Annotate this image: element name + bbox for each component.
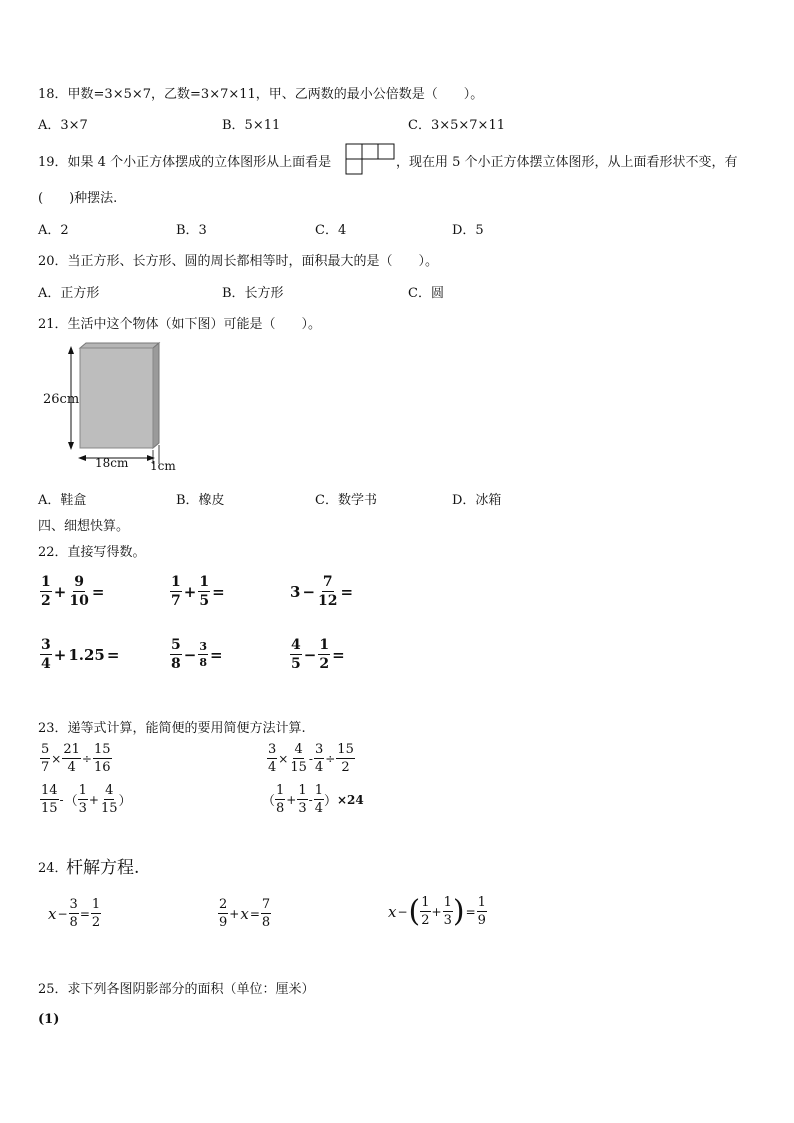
- q22-item-4: $\frac{3}{4}$ + 1.25 =: [41, 637, 120, 672]
- q19-option-d: D．5: [452, 223, 484, 238]
- q18-option-c: C．3×5×7×11: [408, 118, 505, 133]
- q22-item-3: 3 − $\frac{7}{12}$ =: [290, 574, 354, 609]
- q18-stem: 18．甲数=3×5×7，乙数=3×7×11，甲、乙两数的最小公倍数是（ ）。: [38, 87, 484, 102]
- section-4-title: 四、细想快算。: [38, 519, 130, 534]
- q19-stem-a: 19．如果 4 个小正方体摆成的立体图形从上面看是: [38, 155, 332, 170]
- q19-option-b: B．3: [176, 223, 207, 238]
- q21-option-a: A．鞋盒: [38, 493, 87, 508]
- q19-option-c: C．4: [315, 223, 347, 238]
- depth-label: 1cm: [150, 459, 176, 473]
- q24-equation-3: x − ( $\frac{1}{2}$ + $\frac{1}{3}$ ) = $\frac{1}{9}$: [388, 893, 486, 929]
- top-view-squares-figure: [345, 143, 395, 175]
- q25-sub-1: (1): [38, 1012, 60, 1027]
- q22-stem: 22．直接写得数。: [38, 545, 146, 560]
- q24-title: 杆解方程.: [66, 858, 140, 878]
- q23-stem: 23．递等式计算，能简便的要用简便方法计算.: [38, 721, 306, 736]
- q20-option-c: C．圆: [408, 286, 444, 301]
- q21-option-d: D．冰箱: [452, 493, 502, 508]
- width-label: 18cm: [95, 456, 129, 470]
- q20-option-a: A．正方形: [38, 286, 100, 301]
- q23-expression-2: $\frac{3}{4}$ × $\frac{4}{15}$ - $\frac{3}{4}$ ÷ $\frac{15}{2}$: [268, 742, 354, 775]
- height-label: 26cm: [43, 392, 80, 407]
- q20-stem: 20．当正方形、长方形、圆的周长都相等时，面积最大的是（ ）。: [38, 254, 439, 269]
- q18-option-a: A．3×7: [38, 118, 88, 133]
- q22-item-5: $\frac{5}{8}$ − $\frac{3}{8}$ =: [171, 637, 223, 672]
- q21-stem: 21．生活中这个物体（如下图）可能是（ ）。: [38, 317, 322, 332]
- q19-option-a: A．2: [38, 223, 69, 238]
- q25-stem: 25．求下列各图阴影部分的面积（单位：厘米）: [38, 982, 315, 997]
- q18-option-b: B．5×11: [222, 118, 281, 133]
- q21-option-b: B．橡皮: [176, 493, 225, 508]
- q23-expression-1: $\frac{5}{7}$ × $\frac{21}{4}$ ÷ $\frac{15}{16}$: [41, 742, 111, 775]
- q24-number: 24．: [38, 861, 68, 876]
- q19-stem-b: ，现在用 5 个小正方体摆立体图形，从上面看形状不变，有: [396, 155, 738, 170]
- book-box-figure: [40, 340, 190, 475]
- q21-option-c: C．数学书: [315, 493, 377, 508]
- q23-expression-3: $\frac{14}{15}$ - （ $\frac{1}{3}$ + $\frac{4}{15}$ ）: [41, 783, 132, 816]
- q19-stem-c: ( )种摆法.: [38, 191, 118, 206]
- q22-item-1: $\frac{1}{2}$ + $\frac{9}{10}$ =: [41, 574, 105, 609]
- q24-equation-2: $\frac{2}{9}$ + x = $\frac{7}{8}$: [219, 897, 271, 930]
- q22-item-2: $\frac{1}{7}$ + $\frac{1}{5}$ =: [171, 574, 225, 609]
- q23-expression-4: （ $\frac{1}{8}$ + $\frac{1}{3}$ - $\frac{1}{4}$ ） ×24: [262, 783, 364, 816]
- q20-option-b: B．长方形: [222, 286, 284, 301]
- q22-item-6: $\frac{4}{5}$ − $\frac{1}{2}$ =: [291, 637, 345, 672]
- q24-equation-1: x − $\frac{3}{8}$ = $\frac{1}{2}$: [48, 897, 101, 930]
